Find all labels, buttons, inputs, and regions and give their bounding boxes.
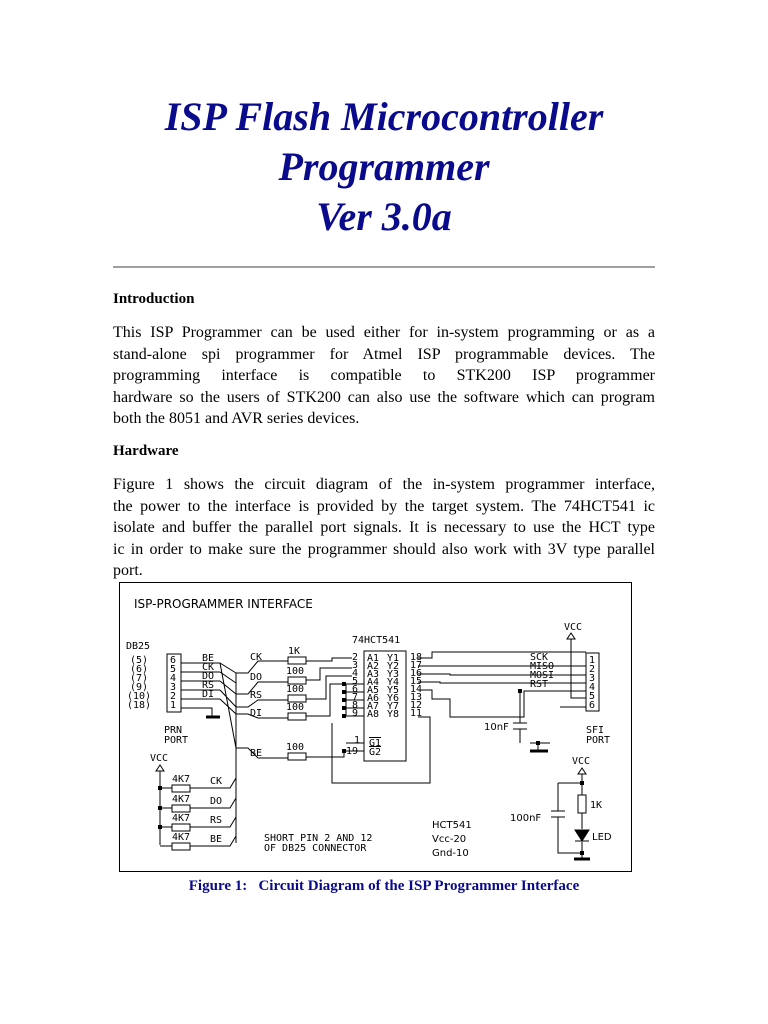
capacitor-10nf — [513, 723, 527, 729]
conn-sig-rs: RS — [202, 680, 215, 691]
series-resistor-1k — [288, 657, 306, 664]
conn-sig-di: DI — [202, 689, 215, 700]
conn-num-1: 6 — [170, 655, 177, 666]
ic-name-y1: Y1 — [387, 653, 400, 664]
pullup-resistor-1 — [172, 785, 190, 792]
conn-sig-be: BE — [202, 653, 215, 664]
ic-name-a1: A1 — [367, 653, 380, 664]
horizontal-rule — [113, 266, 655, 268]
ic-pin-1: 1 — [354, 735, 361, 746]
intro-line-4: hardware so the users of STK200 can also use the software which can program — [113, 388, 655, 406]
conn-num-6: 1 — [170, 700, 177, 711]
vcc-label-led: VCC — [572, 756, 591, 767]
pullup-resistor-4 — [172, 843, 190, 850]
vcc-arrow-pullups — [156, 765, 164, 845]
spi-pin-wires — [560, 652, 586, 707]
ic-pin-14: 14 — [410, 684, 423, 695]
spi-num-3: 3 — [589, 673, 596, 684]
ic-pin-12: 12 — [410, 700, 423, 711]
net-label-ck: CK — [250, 652, 263, 663]
vcc-label-pullups: VCC — [150, 753, 169, 764]
conn-sig-do: DO — [202, 671, 215, 682]
net-label-be: BE — [250, 748, 263, 759]
ic-right-names — [387, 653, 399, 720]
pullup-resistor-2 — [172, 805, 190, 812]
ic-name-y6: Y6 — [387, 693, 400, 704]
series-resistor-be — [288, 753, 306, 760]
db25-pin-1: (5) — [130, 655, 149, 666]
spi-sig-sck: SCK — [530, 652, 549, 663]
hardware-paragraph — [113, 474, 655, 582]
ic-pin-19: 19 — [346, 746, 359, 757]
ic-name-g2: G2 — [369, 747, 382, 758]
db25-pin-4: (9) — [130, 682, 149, 693]
figure-title: ISP-PROGRAMMER INTERFACE — [134, 597, 313, 611]
spi-sig-mosi: MOSI — [530, 670, 555, 681]
intro-line-1: This ISP Programmer can be used either for in-system programming or as a — [113, 324, 655, 341]
spi-num-1: 1 — [589, 655, 596, 666]
pullup-net-ck: CK — [210, 776, 223, 787]
hardware-line-1: Figure 1 shows the circuit diagram of the in-system programmer interface, — [113, 476, 655, 493]
net-label-rs: RS — [250, 690, 263, 701]
ic-name-a2: A2 — [367, 661, 380, 672]
ic-name-y3: Y3 — [387, 669, 400, 680]
series-res-label-5: 100 — [286, 742, 305, 753]
spi-num-6: 6 — [589, 700, 596, 711]
ic-pin-7: 7 — [352, 692, 359, 703]
series-res-label-4: 100 — [286, 702, 305, 713]
ic-pin-6: 6 — [352, 684, 359, 695]
ic-name-y8: Y8 — [387, 709, 400, 720]
conn-sig-ck: CK — [202, 662, 215, 673]
ic-pin-4: 4 — [352, 668, 359, 679]
db25-pin-2: (6) — [130, 664, 149, 675]
spi-label-2: PORT — [586, 735, 611, 746]
figure-caption: Figure 1: Circuit Diagram of the ISP Programmer Interface — [188, 878, 580, 894]
ic-name-a8: A8 — [367, 709, 380, 720]
pullup-label-2: 4K7 — [172, 794, 191, 805]
ic-name-y5: Y5 — [387, 685, 400, 696]
conn-num-5: 2 — [170, 691, 177, 702]
ic-label: 74HCT541 — [352, 635, 401, 646]
title-line-1: ISP Flash Microcontroller — [164, 94, 604, 139]
hardware-line-5: port. — [113, 562, 143, 580]
note-line-1: SHORT PIN 2 AND 12 — [264, 833, 373, 844]
pullup-net-do: DO — [210, 796, 223, 807]
led-resistor-label: 1K — [590, 800, 603, 811]
db25-pin-6: (18) — [127, 700, 152, 711]
prn-label-2: PORT — [164, 735, 189, 746]
hardware-line-4: ic in order to make sure the programmer should also work with 3V type parallel — [113, 540, 655, 558]
ic-name-a4: A4 — [367, 677, 380, 688]
ic-name-y7: Y7 — [387, 701, 400, 712]
series-resistor-do — [288, 677, 306, 684]
led-wires — [558, 783, 590, 859]
led-label: LED — [592, 832, 612, 843]
db25-pin-5: (10) — [127, 691, 152, 702]
pullup-net-be: BE — [210, 834, 223, 845]
intro-line-3: programming interface is compatible to STK200 ISP programmer — [113, 367, 655, 385]
title-line-3: Ver 3.0a — [316, 194, 452, 239]
spi-num-4: 4 — [589, 682, 596, 693]
db25-wires — [181, 663, 220, 717]
spi-sig-miso: MISO — [530, 661, 555, 672]
ic-name-a5: A5 — [367, 685, 380, 696]
led-icon — [575, 830, 589, 841]
ic-name-a3: A3 — [367, 669, 380, 680]
conn-num-3: 4 — [170, 673, 177, 684]
ic-pin-3: 3 — [352, 660, 359, 671]
db25-label: DB25 — [126, 641, 151, 652]
ic-pin-8: 8 — [352, 700, 359, 711]
intro-paragraph — [113, 322, 655, 430]
spi-num-5: 5 — [589, 691, 596, 702]
ic-name-g1: G1 — [369, 738, 382, 749]
hct-note-1: HCT541 — [432, 820, 472, 831]
ic-pin-9: 9 — [352, 708, 359, 719]
hct-note-3: Gnd-10 — [432, 848, 469, 859]
ic-pin-18: 18 — [410, 652, 423, 663]
db25-pin-3: (7) — [130, 673, 149, 684]
cap-100nf-label: 100nF — [510, 813, 542, 824]
ic-pin-11: 11 — [410, 708, 423, 719]
ic-name-a6: A6 — [367, 693, 380, 704]
series-res-label-1: 1K — [288, 646, 301, 657]
intro-line-5: both the 8051 and AVR series devices. — [113, 410, 360, 428]
ic-input-junctions — [342, 682, 346, 753]
ic-pin-5: 5 — [352, 676, 359, 687]
document-title — [0, 92, 768, 242]
ic-left-pins — [352, 652, 358, 719]
series-resistor-di — [288, 713, 306, 720]
series-res-label-3: 100 — [286, 684, 305, 695]
ic-right-pins — [410, 652, 422, 719]
ic-pin-15: 15 — [410, 676, 423, 687]
hct-note-2: Vcc-20 — [432, 834, 467, 845]
net-label-do: DO — [250, 672, 263, 683]
circuit-diagram — [119, 582, 632, 872]
prn-label-1: PRN — [164, 725, 183, 736]
note-line-2: OF DB25 CONNECTOR — [264, 843, 367, 854]
signal-bus — [220, 663, 236, 748]
title-line-2: Programmer — [278, 144, 490, 189]
led-resistor — [578, 795, 586, 813]
ic-name-a7: A7 — [367, 701, 380, 712]
pullup-net-rs: RS — [210, 815, 223, 826]
intro-heading: Introduction — [113, 291, 195, 307]
net-label-di: DI — [250, 708, 263, 719]
capacitor-100nf — [551, 811, 565, 817]
series-res-label-2: 100 — [286, 666, 305, 677]
intro-line-2: stand-alone spi programmer for Atmel ISP programmable devices. The — [113, 345, 655, 363]
hardware-heading: Hardware — [113, 443, 179, 459]
vcc-label-spi: VCC — [564, 622, 583, 633]
pullup-label-4: 4K7 — [172, 832, 191, 843]
pullup-resistor-3 — [172, 824, 190, 831]
ic-pin-13: 13 — [410, 692, 423, 703]
series-resistor-rs — [288, 695, 306, 702]
hardware-line-2: the power to the interface is provided by the target system. The 74HCT541 ic — [113, 497, 655, 515]
ic-pin-16: 16 — [410, 668, 423, 679]
ic-name-y2: Y2 — [387, 661, 400, 672]
spi-label-1: SFI — [586, 725, 605, 736]
ic-name-y4: Y4 — [387, 677, 400, 688]
circuit-schematic — [120, 583, 631, 871]
spi-sig-rst: RST — [530, 679, 549, 690]
pullup-label-1: 4K7 — [172, 774, 191, 785]
ic-pin-17: 17 — [410, 660, 423, 671]
hardware-line-3: isolate and buffer the parallel port signals. It is necessary to use the HCT type — [113, 519, 655, 537]
spi-num-2: 2 — [589, 664, 596, 675]
ic-pin-2: 2 — [352, 652, 359, 663]
ic-left-names — [367, 653, 379, 720]
pullup-label-3: 4K7 — [172, 813, 191, 824]
conn-num-2: 5 — [170, 664, 177, 675]
cap-10nf-label: 10nF — [484, 722, 509, 733]
conn-num-4: 3 — [170, 682, 177, 693]
